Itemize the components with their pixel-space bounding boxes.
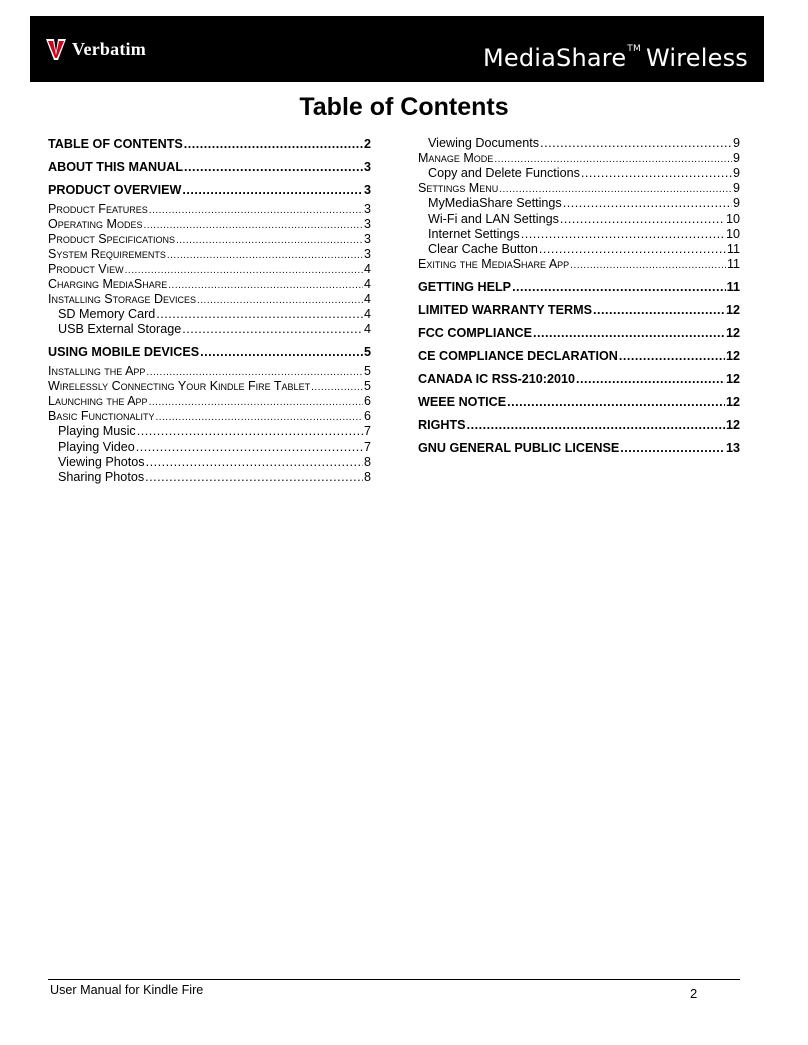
- toc-leader-dots: [197, 293, 363, 308]
- toc-entry-page: 9: [732, 136, 740, 150]
- toc-entry-label: Settings Menu: [418, 181, 499, 196]
- toc-entry-label: ABOUT THIS MANUAL: [48, 160, 184, 174]
- toc-entry-page: 9: [733, 151, 740, 166]
- toc-leader-dots: [176, 233, 363, 248]
- toc-entry-label: Wirelessly Connecting Your Kindle Fire Tablet: [48, 379, 311, 394]
- toc-entry-label: Copy and Delete Functions: [428, 166, 580, 181]
- toc-leader-dots: [619, 348, 725, 364]
- toc-entry-page: 12: [725, 395, 740, 410]
- toc-entry[interactable]: [48, 409, 371, 424]
- toc-leader-dots: [563, 196, 732, 211]
- toc-entry-label: Charging MediaShare: [48, 277, 168, 291]
- toc-entry[interactable]: [418, 371, 740, 387]
- toc-entry[interactable]: [48, 202, 371, 217]
- toc-entry-label: Playing Music: [58, 424, 136, 439]
- toc-entry-page: 3: [364, 247, 371, 261]
- toc-entry-page: 3: [363, 183, 371, 197]
- toc-entry[interactable]: [418, 302, 740, 318]
- toc-entry[interactable]: [418, 181, 740, 196]
- footer-text: User Manual for Kindle Fire: [50, 983, 204, 997]
- toc-leader-dots: [521, 227, 725, 242]
- toc-leader-dots: [200, 344, 363, 360]
- toc-entry[interactable]: [418, 151, 740, 166]
- toc-leader-dots: [512, 279, 726, 295]
- toc-leader-dots: [560, 212, 725, 227]
- toc-entry[interactable]: [48, 247, 371, 262]
- toc-entry-label: Installing the App: [48, 364, 146, 379]
- toc-entry-page: 3: [363, 160, 371, 174]
- toc-entry[interactable]: [48, 364, 371, 379]
- toc-entry[interactable]: [48, 394, 371, 409]
- toc-leader-dots: [168, 278, 363, 293]
- toc-entry[interactable]: [418, 348, 740, 364]
- toc-entry-label: RIGHTS: [418, 418, 466, 433]
- toc-entry-page: 5: [364, 364, 371, 379]
- toc-entry-page: 3: [364, 202, 371, 216]
- toc-entry-label: PRODUCT OVERVIEW: [48, 183, 182, 197]
- toc-entry-page: 5: [363, 345, 371, 360]
- toc-entry-page: 4: [363, 307, 371, 321]
- toc-entry-page: 10: [725, 211, 740, 226]
- toc-entry-page: 10: [725, 226, 740, 241]
- toc-leader-dots: [499, 182, 732, 197]
- brand-name: Verbatim: [72, 38, 146, 59]
- toc-entry-page: 11: [726, 280, 740, 295]
- trademark-mark: TM: [627, 44, 641, 54]
- toc-entry-label: TABLE OF CONTENTS: [48, 137, 183, 151]
- toc-entry[interactable]: [48, 379, 371, 394]
- toc-entry[interactable]: [48, 136, 371, 152]
- toc-leader-dots: [467, 417, 725, 433]
- toc-leader-dots: [143, 218, 363, 233]
- toc-entry-page: 9: [732, 196, 740, 211]
- toc-entry[interactable]: [418, 227, 740, 242]
- toc-entry-page: 12: [725, 326, 740, 341]
- toc-entry[interactable]: [418, 325, 740, 341]
- toc-entry[interactable]: [48, 470, 371, 485]
- toc-entry-label: Clear Cache Button: [428, 241, 538, 256]
- toc-entry-label: LIMITED WARRANTY TERMS: [418, 303, 592, 318]
- toc-entry-page: 8: [363, 469, 371, 484]
- toc-entry[interactable]: [48, 277, 371, 292]
- toc-leader-dots: [581, 166, 732, 181]
- toc-entry-page: 12: [725, 418, 740, 433]
- toc-column-right: [418, 136, 740, 456]
- toc-entry[interactable]: [48, 292, 371, 307]
- header-banner: [30, 16, 764, 82]
- toc-entry-label: GNU GENERAL PUBLIC LICENSE: [418, 441, 620, 456]
- toc-leader-dots: [184, 136, 363, 152]
- toc-leader-dots: [146, 365, 363, 380]
- toc-leader-dots: [494, 152, 732, 167]
- toc-entry-label: Viewing Photos: [58, 454, 145, 469]
- toc-leader-dots: [149, 395, 363, 410]
- toc-entry-page: 7: [363, 424, 371, 439]
- toc-entry[interactable]: [48, 217, 371, 232]
- toc-entry-label: Product Specifications: [48, 232, 175, 246]
- toc-entry-label: Internet Settings: [428, 226, 520, 241]
- toc-leader-dots: [533, 325, 725, 341]
- toc-entry[interactable]: [418, 394, 740, 410]
- toc-entry[interactable]: [418, 417, 740, 433]
- toc-entry-label: WEEE NOTICE: [418, 395, 507, 410]
- toc-entry[interactable]: [418, 136, 740, 151]
- toc-entry-label: System Requirements: [48, 247, 166, 261]
- toc-entry-label: Launching the App: [48, 394, 148, 409]
- toc-entry[interactable]: [48, 262, 371, 277]
- toc-leader-dots: [182, 322, 363, 337]
- product-name: MediaShare™ Wireless: [482, 44, 748, 72]
- toc-entry-label: Exiting the MediaShare App: [418, 257, 570, 272]
- toc-entry-page: 8: [363, 454, 371, 469]
- toc-entry-page: 4: [364, 277, 371, 291]
- toc-entry-label: SD Memory Card: [58, 307, 156, 321]
- toc-leader-dots: [149, 203, 363, 218]
- toc-leader-dots: [593, 302, 725, 318]
- toc-entry-label: USING MOBILE DEVICES: [48, 345, 200, 360]
- toc-entry-label: Product Features: [48, 202, 148, 216]
- toc-entry-page: 7: [363, 439, 371, 454]
- toc-leader-dots: [540, 136, 732, 151]
- toc-entry-label: FCC COMPLIANCE: [418, 326, 533, 341]
- toc-entry-label: Installing Storage Devices: [48, 292, 196, 306]
- toc-leader-dots: [182, 182, 363, 198]
- toc-entry-label: Operating Modes: [48, 217, 143, 231]
- page-title: Table of Contents: [299, 93, 509, 121]
- toc-entry[interactable]: [48, 424, 371, 439]
- toc-leader-dots: [167, 248, 363, 263]
- toc-entry-page: 4: [363, 322, 371, 337]
- footer-divider: [48, 979, 740, 980]
- toc-leader-dots: [507, 394, 725, 410]
- verbatim-v-icon: [44, 36, 68, 62]
- toc-leader-dots: [539, 242, 726, 257]
- toc-column-left: [48, 136, 371, 485]
- toc-leader-dots: [146, 455, 363, 470]
- toc-entry-label: Playing Video: [58, 439, 135, 454]
- toc-entry-page: 3: [364, 217, 371, 231]
- toc-entry-page: 12: [725, 303, 740, 318]
- toc-entry-label: CE COMPLIANCE DECLARATION: [418, 349, 618, 364]
- toc-entry-label: Viewing Documents: [428, 136, 540, 150]
- toc-leader-dots: [156, 307, 363, 322]
- toc-entry-page: 6: [364, 394, 371, 409]
- toc-entry-page: 2: [363, 137, 371, 151]
- verbatim-logo: [44, 34, 146, 64]
- toc-leader-dots: [576, 371, 725, 387]
- toc-leader-dots: [311, 380, 363, 395]
- toc-leader-dots: [620, 440, 725, 456]
- toc-entry[interactable]: [48, 159, 371, 175]
- toc-entry-label: Manage Mode: [418, 151, 494, 166]
- toc-entry-page: 13: [725, 441, 740, 456]
- toc-entry[interactable]: [48, 322, 371, 337]
- toc-entry-page: 3: [364, 232, 371, 246]
- toc-entry-page: 12: [725, 349, 740, 364]
- toc-leader-dots: [125, 263, 363, 278]
- toc-leader-dots: [145, 470, 363, 485]
- toc-entry-page: 12: [725, 372, 740, 387]
- toc-entry[interactable]: [418, 196, 740, 211]
- toc-entry-label: MyMediaShare Settings: [428, 196, 562, 211]
- toc-entry-page: 4: [364, 262, 371, 276]
- toc-entry[interactable]: [48, 455, 371, 470]
- toc-entry-label: USB External Storage: [58, 322, 182, 337]
- toc-entry-page: 11: [727, 257, 740, 272]
- toc-entry-label: Basic Functionality: [48, 409, 155, 424]
- toc-leader-dots: [184, 159, 363, 175]
- toc-entry-label: Sharing Photos: [58, 469, 145, 484]
- toc-entry[interactable]: [418, 440, 740, 456]
- toc-leader-dots: [155, 410, 363, 425]
- toc-entry[interactable]: [418, 279, 740, 295]
- toc-entry[interactable]: [418, 166, 740, 181]
- toc-entry-page: 6: [364, 409, 371, 424]
- toc-entry-label: GETTING HELP: [418, 280, 512, 295]
- toc-leader-dots: [570, 258, 726, 273]
- toc-entry-label: Wi-Fi and LAN Settings: [428, 211, 559, 226]
- toc-entry[interactable]: [48, 307, 371, 322]
- toc-entry[interactable]: [48, 440, 371, 455]
- toc-entry[interactable]: [418, 212, 740, 227]
- toc-entry[interactable]: [418, 242, 740, 257]
- toc-entry-page: 4: [364, 292, 371, 306]
- toc-entry-page: 5: [364, 379, 371, 394]
- toc-entry-label: Product View: [48, 262, 124, 276]
- toc-entry[interactable]: [418, 257, 740, 272]
- toc-entry[interactable]: [48, 232, 371, 247]
- toc-leader-dots: [136, 440, 363, 455]
- page-number: 2: [690, 986, 698, 1001]
- toc-leader-dots: [137, 424, 363, 439]
- toc-entry[interactable]: [48, 182, 371, 198]
- toc-entry[interactable]: [48, 344, 371, 360]
- toc-entry-page: 9: [732, 166, 740, 181]
- toc-entry-page: 11: [726, 241, 740, 256]
- toc-entry-label: CANADA IC RSS-210:2010: [418, 372, 576, 387]
- toc-entry-page: 9: [733, 181, 740, 196]
